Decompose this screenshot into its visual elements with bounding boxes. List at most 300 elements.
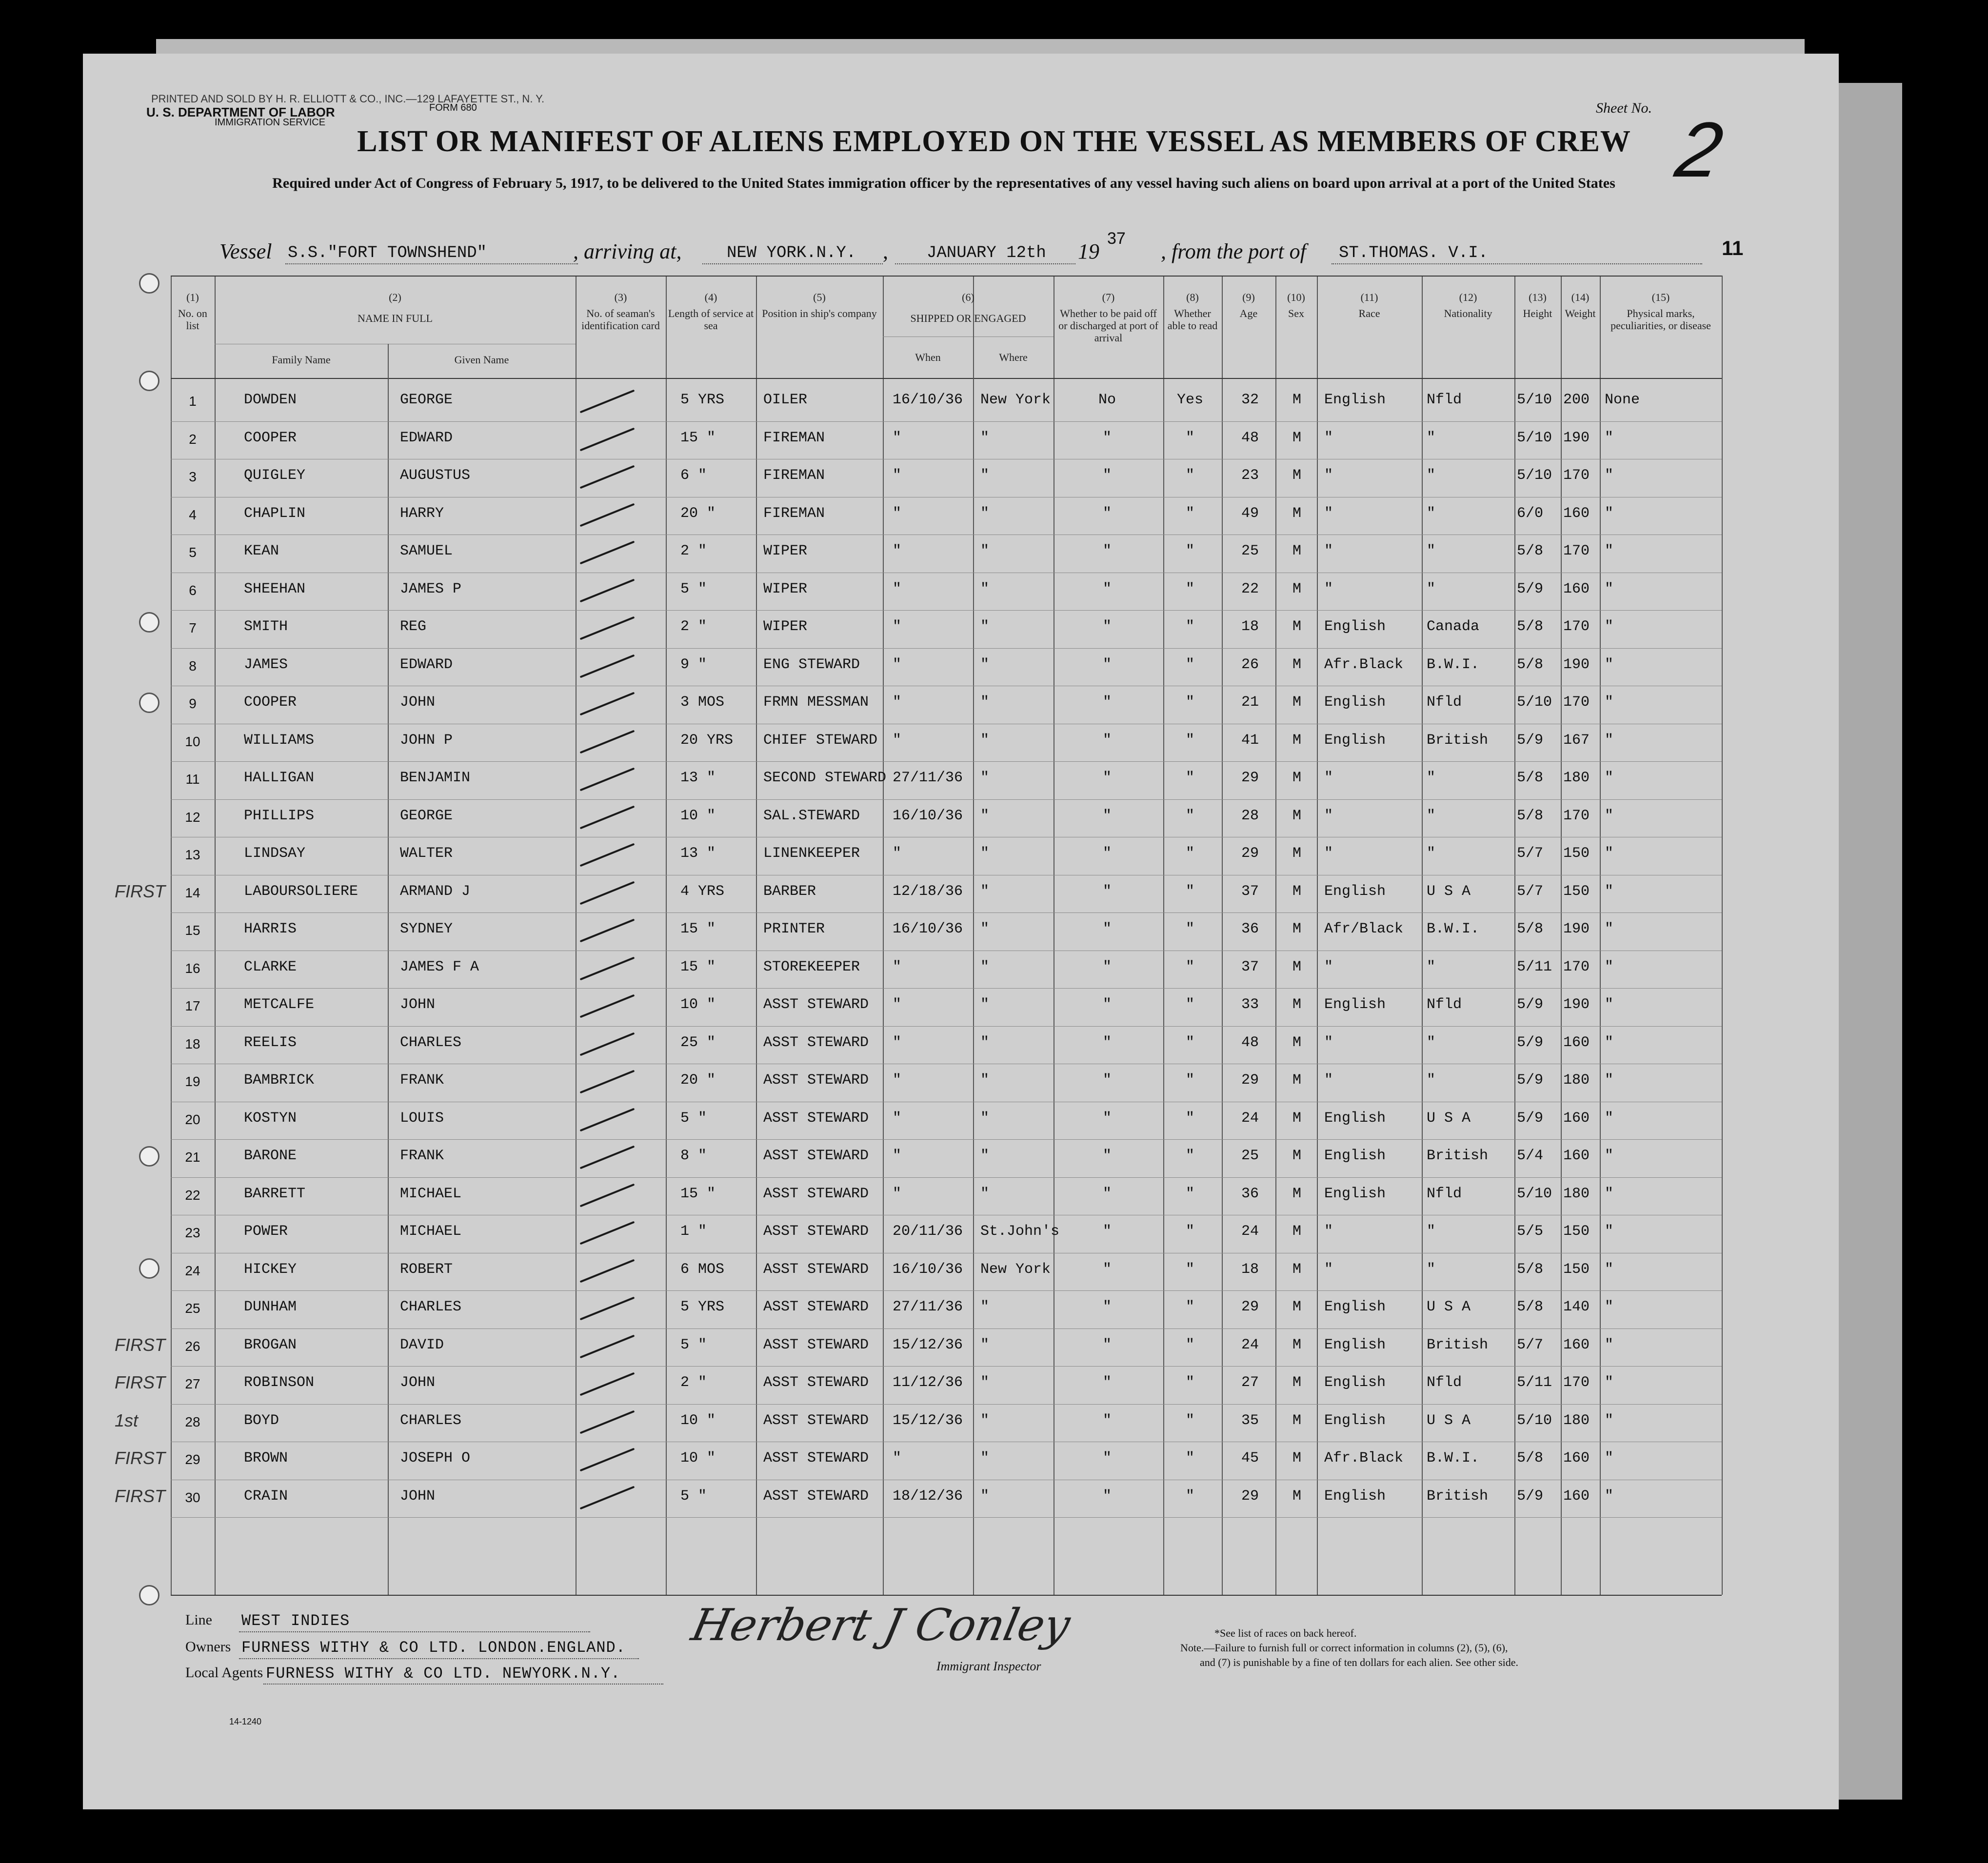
cell-marks: "	[1605, 1185, 1614, 1202]
punch-hole	[139, 612, 159, 633]
cell-read: "	[1185, 807, 1195, 824]
cell-given: JOHN	[400, 996, 436, 1013]
row-line	[171, 421, 1722, 422]
cell-paid: "	[1102, 807, 1112, 824]
cell-read: "	[1185, 1148, 1195, 1164]
cell-paid: "	[1102, 1148, 1112, 1164]
cell-read: "	[1185, 921, 1195, 937]
row-number: 3	[189, 469, 197, 484]
cell-when: "	[893, 958, 902, 975]
cell-height: 5/8	[1517, 1299, 1544, 1315]
cell-paid: "	[1102, 1072, 1112, 1089]
cell-nationality: "	[1427, 1261, 1436, 1278]
cell-family: BARRETT	[244, 1185, 306, 1202]
cell-weight: 170	[1563, 467, 1590, 484]
cell-age: 18	[1241, 1261, 1259, 1278]
cell-read: "	[1185, 543, 1195, 559]
row-line	[171, 799, 1722, 800]
row-number: 2	[189, 431, 197, 447]
cell-height: 5/7	[1517, 883, 1544, 900]
cell-age: 23	[1241, 467, 1259, 484]
cell-service: 20 YRS	[680, 732, 734, 749]
cell-given: EDWARD	[400, 656, 453, 673]
row-number: 19	[185, 1074, 200, 1089]
header-c1-label: No. on list	[178, 307, 207, 332]
row-line	[171, 912, 1722, 913]
cell-weight: 170	[1563, 618, 1590, 635]
row-number: 5	[189, 545, 197, 560]
cell-read: "	[1185, 1336, 1195, 1353]
punch-hole	[139, 1585, 159, 1605]
header-given-name: Given Name	[454, 354, 509, 366]
cell-weight: 140	[1563, 1299, 1590, 1315]
cell-when: "	[893, 505, 902, 522]
cell-sex: M	[1292, 1110, 1302, 1127]
line-underline	[239, 1631, 590, 1632]
row-number: 23	[185, 1225, 200, 1240]
cell-weight: 190	[1563, 996, 1590, 1013]
cell-weight: 160	[1563, 1034, 1590, 1051]
cell-family: POWER	[244, 1223, 288, 1240]
cell-read: "	[1185, 883, 1195, 900]
header-c5-label: Position in ship's company	[762, 307, 877, 319]
cell-sex: M	[1292, 1261, 1302, 1278]
cell-race: "	[1324, 958, 1333, 975]
cell-given: ROBERT	[400, 1261, 453, 1278]
cell-read: "	[1185, 845, 1195, 862]
row-number: 8	[189, 658, 197, 674]
cell-age: 36	[1241, 921, 1259, 937]
cell-weight: 150	[1563, 883, 1590, 900]
header-c8-label: Whether able to read	[1167, 307, 1218, 332]
column-divider	[1422, 276, 1423, 1595]
cell-family: REELIS	[244, 1034, 297, 1051]
cell-age: 24	[1241, 1336, 1259, 1353]
cell-where: New York	[980, 1261, 1051, 1278]
cell-where: "	[980, 429, 990, 446]
row-number: 15	[185, 923, 200, 938]
owners-underline	[239, 1658, 639, 1659]
cell-position: ASST STEWARD	[763, 1110, 869, 1127]
cell-nationality: B.W.I.	[1427, 656, 1480, 673]
cell-family: HARRIS	[244, 921, 297, 937]
cell-race: English	[1324, 996, 1386, 1013]
cell-weight: 160	[1563, 580, 1590, 597]
cell-sex: M	[1292, 1148, 1302, 1164]
cell-when: "	[893, 618, 902, 635]
row-line	[171, 1366, 1722, 1367]
cell-given: FRANK	[400, 1072, 444, 1089]
id-card-slash	[580, 390, 635, 414]
owners-value: FURNESS WITHY & CO LTD. LONDON.ENGLAND.	[241, 1639, 626, 1657]
id-card-slash	[580, 465, 635, 489]
header-c3-number: (3)	[614, 291, 627, 303]
cell-paid: No	[1098, 392, 1116, 408]
cell-marks: "	[1605, 1412, 1614, 1429]
from-label: , from the port of	[1161, 239, 1306, 263]
cell-marks: "	[1605, 1072, 1614, 1089]
cell-marks: "	[1605, 580, 1614, 597]
cell-given: JAMES F A	[400, 958, 479, 975]
cell-given: JOHN	[400, 1487, 436, 1505]
cell-marks: "	[1605, 656, 1614, 673]
cell-family: BROGAN	[244, 1336, 297, 1353]
cell-race: "	[1324, 580, 1333, 597]
cell-sex: M	[1292, 1450, 1302, 1467]
cell-height: 5/9	[1517, 996, 1544, 1013]
column-divider	[756, 276, 757, 1595]
cell-marks: "	[1605, 1034, 1614, 1051]
cell-where: "	[980, 1299, 990, 1315]
cell-read: "	[1185, 1034, 1195, 1051]
header-c10-label: Sex	[1288, 307, 1304, 319]
id-card-slash	[580, 1070, 635, 1094]
id-card-slash	[580, 541, 635, 565]
year-value: 37	[1107, 229, 1126, 248]
cell-family: BROWN	[244, 1450, 288, 1467]
cell-read: "	[1185, 1374, 1195, 1391]
cell-given: JOHN	[400, 1374, 436, 1391]
cell-marks: "	[1605, 1336, 1614, 1353]
cell-sex: M	[1292, 656, 1302, 673]
cell-nationality: British	[1427, 1148, 1489, 1164]
inspector-signature: Herbert J Conley	[687, 1600, 1075, 1651]
owners-label: Owners	[185, 1639, 231, 1655]
column-divider	[1222, 276, 1223, 1595]
header-bottom-border	[171, 378, 1722, 379]
row-number: 30	[185, 1489, 200, 1505]
arrival-date: JANUARY 12th	[927, 244, 1046, 262]
cell-paid: "	[1102, 1034, 1112, 1051]
vessel-name: S.S."FORT TOWNSHEND"	[288, 244, 487, 262]
cell-position: WIPER	[763, 580, 808, 597]
cell-sex: M	[1292, 1487, 1302, 1505]
cell-family: LABOURSOLIERE	[244, 883, 358, 900]
cell-when: "	[893, 1110, 902, 1127]
cell-family: METCALFE	[244, 996, 315, 1013]
printer-line: PRINTED AND SOLD BY H. R. ELLIOTT & CO., INC.—129 LAFAYETTE ST., N. Y.	[151, 93, 545, 105]
header-c15-number: (15)	[1651, 291, 1670, 303]
cell-given: DAVID	[400, 1336, 444, 1353]
cell-family: WILLIAMS	[244, 732, 315, 749]
cell-height: 6/0	[1517, 505, 1544, 522]
cell-when: "	[893, 694, 902, 711]
cell-where: "	[980, 1034, 990, 1051]
cell-read: "	[1185, 770, 1195, 786]
cell-read: "	[1185, 1299, 1195, 1315]
row-number: 22	[185, 1187, 200, 1203]
cell-age: 18	[1241, 618, 1259, 635]
line-label: Line	[185, 1612, 212, 1628]
row-number: 1	[189, 394, 197, 409]
cell-read: "	[1185, 996, 1195, 1013]
cell-weight: 167	[1563, 732, 1590, 749]
column-divider	[1561, 276, 1562, 1595]
cell-height: 5/9	[1517, 1110, 1544, 1127]
vessel-underline	[285, 263, 578, 264]
cell-where: "	[980, 807, 990, 824]
cell-marks: "	[1605, 845, 1614, 862]
cell-sex: M	[1292, 1299, 1302, 1315]
cell-read: "	[1185, 1110, 1195, 1127]
cell-age: 29	[1241, 1487, 1259, 1505]
column-divider	[215, 276, 216, 1595]
cell-service: 1 "	[680, 1223, 707, 1240]
cell-age: 28	[1241, 807, 1259, 824]
cell-sex: M	[1292, 921, 1302, 937]
column-divider	[666, 276, 667, 1595]
cell-service: 15 "	[680, 958, 716, 975]
cell-paid: "	[1102, 1336, 1112, 1353]
cell-paid: "	[1102, 1412, 1112, 1429]
vessel-label: Vessel	[219, 239, 272, 263]
cell-service: 5 "	[680, 1110, 707, 1127]
id-card-slash	[580, 616, 635, 640]
penalty-note-line1: Note.—Failure to furnish full or correct information in columns (2), (5), (6),	[1180, 1642, 1508, 1654]
cell-position: FIREMAN	[763, 429, 825, 446]
cell-service: 15 "	[680, 1185, 716, 1202]
header-c6-label: SHIPPED OR ENGAGED	[910, 312, 1026, 324]
header-when: When	[915, 351, 941, 363]
cell-when: 20/11/36	[893, 1223, 963, 1240]
cell-marks: "	[1605, 1374, 1614, 1391]
cell-position: FRMN MESSMAN	[763, 694, 869, 711]
cell-height: 5/10	[1517, 1412, 1552, 1429]
cell-paid: "	[1102, 1487, 1112, 1505]
cell-when: "	[893, 543, 902, 559]
cell-service: 6 MOS	[680, 1261, 725, 1278]
cell-sex: M	[1292, 392, 1302, 408]
cell-race: "	[1324, 807, 1333, 824]
cell-age: 21	[1241, 694, 1259, 711]
cell-read: "	[1185, 1450, 1195, 1467]
cell-when: 16/10/36	[893, 392, 963, 408]
punch-hole	[139, 273, 159, 294]
cell-age: 27	[1241, 1374, 1259, 1391]
cell-height: 5/4	[1517, 1148, 1544, 1164]
cell-service: 5 YRS	[680, 392, 725, 408]
header-c11-label: Race	[1358, 307, 1380, 319]
cell-race: English	[1324, 1185, 1386, 1202]
cell-weight: 150	[1563, 1223, 1590, 1240]
punch-hole	[139, 1258, 159, 1279]
cell-sex: M	[1292, 1034, 1302, 1051]
cell-nationality: "	[1427, 580, 1436, 597]
cell-when: 11/12/36	[893, 1374, 963, 1391]
cell-height: 5/9	[1517, 580, 1544, 597]
cell-family: CLARKE	[244, 958, 297, 975]
cell-age: 41	[1241, 732, 1259, 749]
row-number: 6	[189, 582, 197, 598]
cell-service: 5 "	[680, 1487, 707, 1505]
row-number: 21	[185, 1150, 200, 1165]
cell-nationality: "	[1427, 543, 1436, 559]
cell-nationality: "	[1427, 505, 1436, 522]
cell-service: 10 "	[680, 1450, 716, 1467]
id-card-slash	[580, 692, 635, 716]
row-line	[171, 988, 1722, 989]
cell-sex: M	[1292, 1374, 1302, 1391]
cell-marks: "	[1605, 996, 1614, 1013]
cell-paid: "	[1102, 1299, 1112, 1315]
cell-weight: 190	[1563, 429, 1590, 446]
id-card-slash	[580, 1486, 635, 1509]
cell-family: BAMBRICK	[244, 1072, 315, 1089]
cell-age: 29	[1241, 770, 1259, 786]
cell-given: JOHN P	[400, 732, 453, 749]
cell-marks: "	[1605, 1450, 1614, 1467]
row-number: 10	[185, 733, 200, 749]
cell-position: WIPER	[763, 543, 808, 559]
row-line	[171, 648, 1722, 649]
id-card-slash	[580, 805, 635, 829]
cell-read: "	[1185, 618, 1195, 635]
cell-race: English	[1324, 1110, 1386, 1127]
cell-age: 29	[1241, 1072, 1259, 1089]
cell-family: BARONE	[244, 1148, 297, 1164]
cell-given: JOHN	[400, 694, 436, 711]
cell-where: "	[980, 1336, 990, 1353]
cell-marks: "	[1605, 732, 1614, 749]
cell-service: 5 YRS	[680, 1299, 725, 1315]
cell-paid: "	[1102, 1185, 1112, 1202]
cell-weight: 150	[1563, 845, 1590, 862]
penalty-note-line2: and (7) is punishable by a fine of ten dollars for each alien. See other side.	[1200, 1656, 1519, 1668]
cell-where: "	[980, 1072, 990, 1089]
id-card-slash	[580, 843, 635, 867]
cell-marks: "	[1605, 618, 1614, 635]
cell-nationality: "	[1427, 845, 1436, 862]
cell-family: SHEEHAN	[244, 580, 306, 597]
cell-race: English	[1324, 1299, 1386, 1315]
cell-read: "	[1185, 1223, 1195, 1240]
margin-note: FIRST	[115, 1486, 165, 1506]
cell-sex: M	[1292, 618, 1302, 635]
cell-sex: M	[1292, 1072, 1302, 1089]
cell-read: "	[1185, 1072, 1195, 1089]
cell-where: "	[980, 694, 990, 711]
cell-nationality: B.W.I.	[1427, 1450, 1480, 1467]
row-number: 24	[185, 1263, 200, 1278]
id-card-slash	[580, 1410, 635, 1434]
header-c12-label: Nationality	[1444, 307, 1492, 319]
cell-sex: M	[1292, 845, 1302, 862]
cell-given: MICHAEL	[400, 1185, 462, 1202]
row-line	[171, 1517, 1722, 1518]
row-number: 12	[185, 809, 200, 825]
cell-when: "	[893, 1034, 902, 1051]
id-card-slash	[580, 881, 635, 905]
cell-when: "	[893, 467, 902, 484]
cell-nationality: "	[1427, 1072, 1436, 1089]
cell-read: "	[1185, 656, 1195, 673]
cell-race: English	[1324, 618, 1386, 635]
id-card-slash	[580, 730, 635, 753]
cell-paid: "	[1102, 1374, 1112, 1391]
cell-where: "	[980, 845, 990, 862]
cell-height: 5/9	[1517, 1487, 1544, 1505]
table-bottom-border	[171, 1595, 1722, 1596]
cell-service: 25 "	[680, 1034, 716, 1051]
cell-age: 48	[1241, 1034, 1259, 1051]
cell-weight: 180	[1563, 1412, 1590, 1429]
agents-label: Local Agents	[185, 1665, 263, 1681]
cell-given: SAMUEL	[400, 543, 453, 559]
cell-nationality: U S A	[1427, 1299, 1471, 1315]
cell-sex: M	[1292, 732, 1302, 749]
cell-sex: M	[1292, 996, 1302, 1013]
sheet-label: Sheet No.	[1596, 100, 1652, 116]
cell-paid: "	[1102, 580, 1112, 597]
cell-position: ASST STEWARD	[763, 1487, 869, 1505]
header-c9-label: Age	[1239, 307, 1258, 319]
cell-family: ROBINSON	[244, 1374, 315, 1391]
cell-read: "	[1185, 1412, 1195, 1429]
cell-weight: 160	[1563, 1110, 1590, 1127]
form-code: 14-1240	[229, 1717, 262, 1726]
inspector-label: Immigrant Inspector	[936, 1659, 1041, 1673]
cell-height: 5/8	[1517, 770, 1544, 786]
cell-marks: "	[1605, 1487, 1614, 1505]
header-c14-label: Weight	[1565, 307, 1596, 319]
header-c3-label: No. of seaman's identification card	[581, 307, 660, 332]
cell-position: ASST STEWARD	[763, 1299, 869, 1315]
cell-paid: "	[1102, 770, 1112, 786]
header-c2-number: (2)	[389, 291, 401, 303]
cell-where: "	[980, 467, 990, 484]
arriving-label: , arriving at,	[573, 239, 682, 263]
cell-sex: M	[1292, 1223, 1302, 1240]
cell-given: CHARLES	[400, 1299, 462, 1315]
cell-nationality: Nfld	[1427, 392, 1462, 408]
header-c7-number: (7)	[1102, 291, 1115, 303]
row-line	[171, 1404, 1722, 1405]
cell-marks: "	[1605, 883, 1614, 900]
column-divider	[1600, 276, 1601, 1595]
header-c13-number: (13)	[1529, 291, 1547, 303]
cell-when: "	[893, 1450, 902, 1467]
cell-where: "	[980, 580, 990, 597]
cell-nationality: B.W.I.	[1427, 921, 1480, 937]
cell-read: "	[1185, 467, 1195, 484]
cell-position: ENG STEWARD	[763, 656, 860, 673]
cell-service: 15 "	[680, 921, 716, 937]
cell-when: 16/10/36	[893, 807, 963, 824]
cell-when: "	[893, 429, 902, 446]
cell-given: ARMAND J	[400, 883, 471, 900]
cell-position: ASST STEWARD	[763, 1261, 869, 1278]
cell-paid: "	[1102, 467, 1112, 484]
header-c7-label: Whether to be paid off or discharged at port of arrival	[1058, 307, 1158, 344]
cell-height: 5/8	[1517, 656, 1544, 673]
cell-position: STOREKEEPER	[763, 958, 860, 975]
cell-where: "	[980, 883, 990, 900]
cell-given: WALTER	[400, 845, 453, 862]
cell-nationality: British	[1427, 732, 1489, 749]
cell-age: 25	[1241, 543, 1259, 559]
cell-weight: 170	[1563, 958, 1590, 975]
cell-service: 9 "	[680, 656, 707, 673]
cell-marks: "	[1605, 467, 1614, 484]
cell-weight: 160	[1563, 1450, 1590, 1467]
cell-read: "	[1185, 1487, 1195, 1505]
cell-height: 5/8	[1517, 1261, 1544, 1278]
margin-note: 1st	[115, 1410, 139, 1430]
row-line	[171, 1139, 1722, 1140]
cell-given: SYDNEY	[400, 921, 453, 937]
cell-paid: "	[1102, 618, 1112, 635]
cell-weight: 180	[1563, 1072, 1590, 1089]
